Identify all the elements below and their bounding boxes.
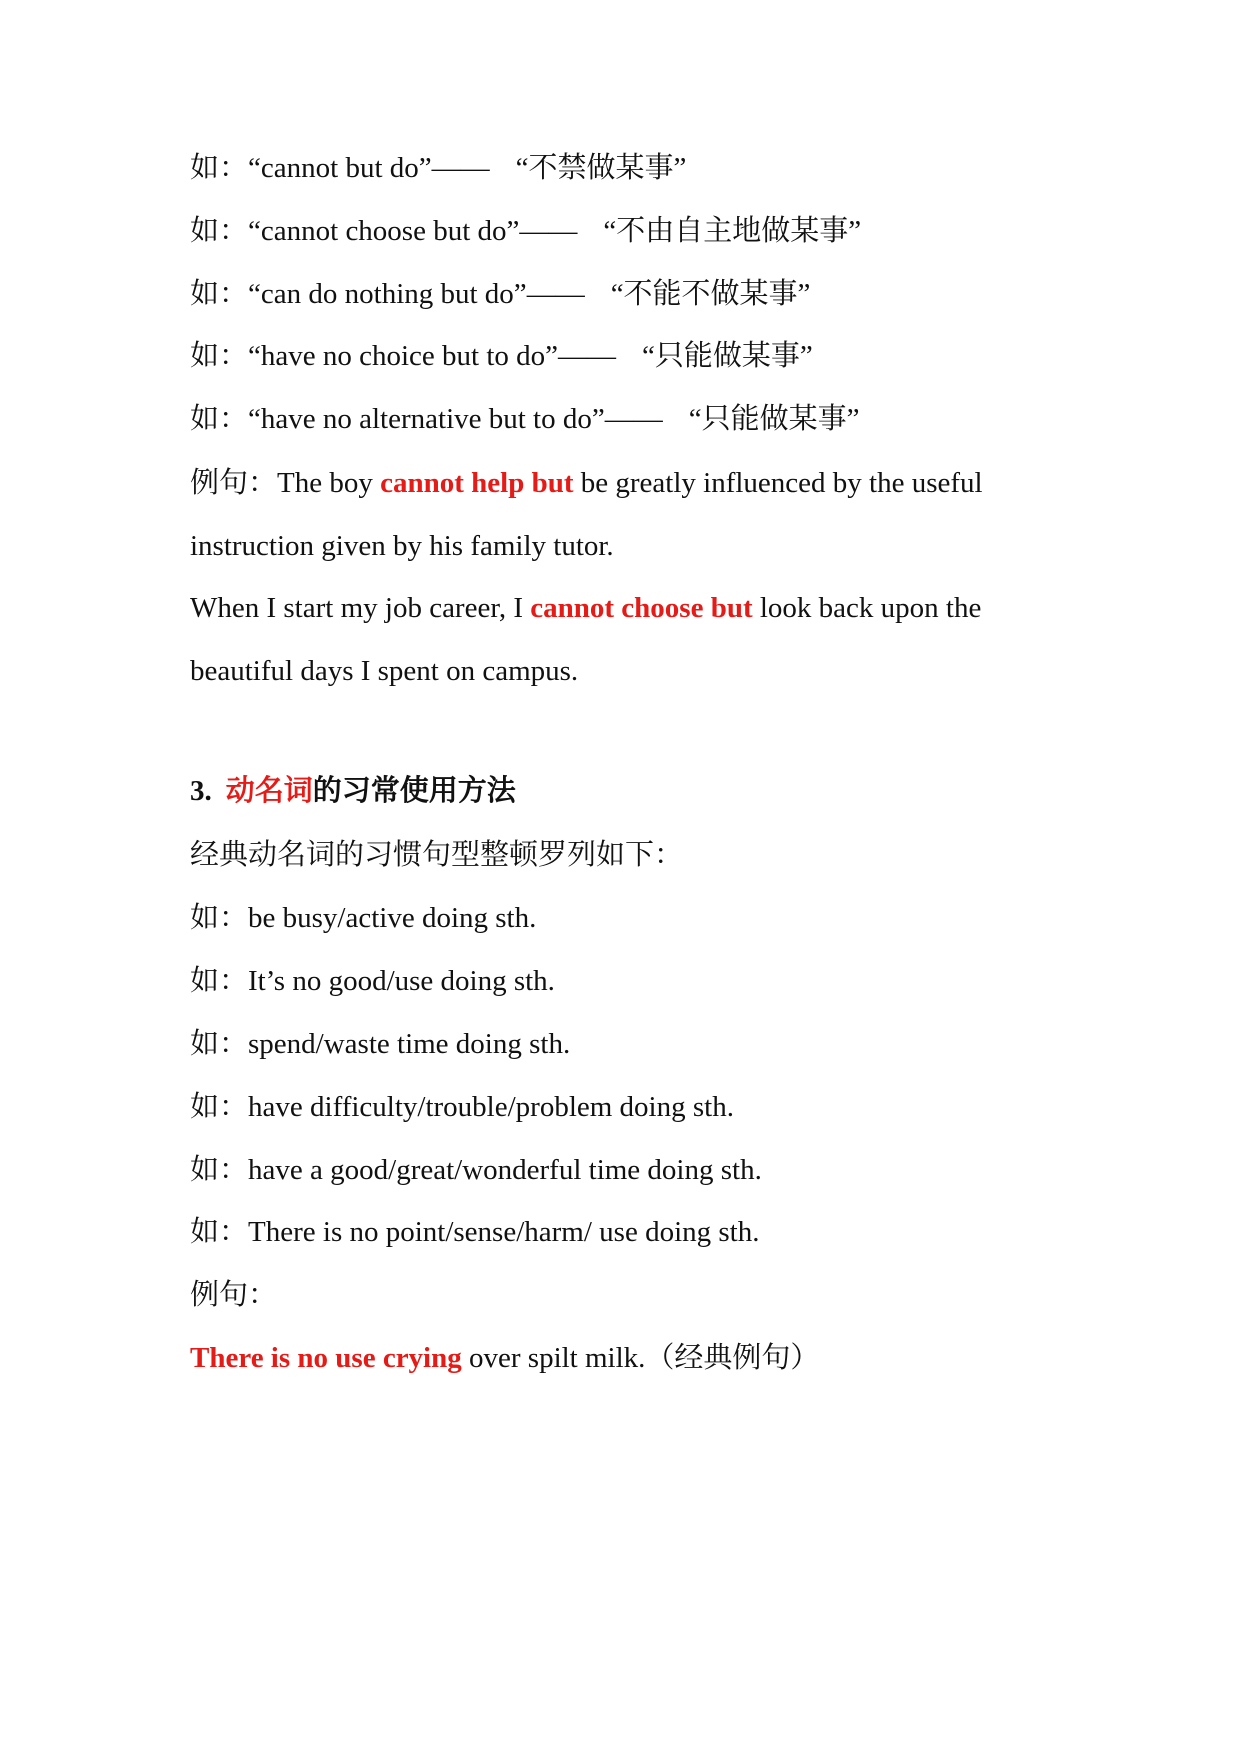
heading-text: 的习常使用方法: [312, 775, 516, 807]
example-line: [190, 590, 1070, 626]
pattern-text: be busy/active doing sth.: [248, 902, 537, 934]
line-prefix: 如：: [190, 403, 249, 435]
example-note: （经典例句）: [645, 1342, 820, 1374]
phrase: “can do nothing but do”: [248, 278, 527, 310]
pattern-line: [190, 401, 1070, 437]
dash: ——: [604, 403, 663, 435]
gerund-pattern-line: [190, 1152, 1070, 1188]
intro-text: 经典动名词的习惯句型整顿罗列如下：: [190, 839, 684, 871]
phrase: “cannot choose but do”: [248, 215, 520, 247]
line-prefix: 如：: [190, 278, 249, 310]
meaning: “只能做某事”: [642, 340, 813, 372]
line-prefix: 如：: [190, 1091, 249, 1123]
section-heading: [190, 773, 1070, 809]
pattern-text: There is no point/sense/harm/ use doing sth.: [248, 1216, 760, 1248]
example-text: The boy: [277, 467, 381, 499]
dash: ——: [526, 278, 585, 310]
phrase: “cannot but do”: [248, 152, 432, 184]
meaning: “不能不做某事”: [610, 278, 811, 310]
pattern-line: [190, 338, 1070, 374]
gerund-pattern-line: [190, 1089, 1070, 1125]
example-label: 例句：: [190, 467, 278, 499]
line-prefix: 如：: [190, 1216, 249, 1248]
example-line: [190, 465, 1070, 501]
example-text: be greatly influenced by the useful: [573, 467, 983, 499]
example-text: beautiful days I spent on campus.: [190, 655, 579, 687]
section-intro: [190, 837, 1070, 873]
gerund-pattern-line: [190, 963, 1070, 999]
line-prefix: 如：: [190, 152, 249, 184]
pattern-text: have difficulty/trouble/problem doing sth.: [248, 1091, 734, 1123]
highlighted-phrase: cannot help but: [380, 467, 574, 499]
line-prefix: 如：: [190, 1028, 249, 1060]
pattern-text: It’s no good/use doing sth.: [248, 965, 555, 997]
pattern-line: [190, 276, 1070, 312]
line-prefix: 如：: [190, 965, 249, 997]
example-text: When I start my job career, I: [190, 592, 531, 624]
example-label: 例句：: [190, 1279, 278, 1311]
gerund-pattern-line: [190, 900, 1070, 936]
example-label-line: [190, 1277, 1070, 1313]
example-text: instruction given by his family tutor.: [190, 530, 614, 562]
highlighted-phrase: cannot choose but: [530, 592, 753, 624]
example-text: over spilt milk.: [461, 1342, 646, 1374]
phrase: “have no alternative but to do”: [248, 403, 605, 435]
highlighted-phrase: There is no use crying: [190, 1342, 462, 1374]
section-number: 3.: [190, 775, 212, 807]
pattern-text: have a good/great/wonderful time doing sth.: [248, 1154, 762, 1186]
line-prefix: 如：: [190, 902, 249, 934]
example-line: [190, 1340, 1070, 1376]
pattern-line: [190, 150, 1070, 186]
gerund-pattern-line: [190, 1026, 1070, 1062]
line-prefix: 如：: [190, 1154, 249, 1186]
meaning: “不禁做某事”: [515, 152, 687, 184]
meaning: “只能做某事”: [688, 403, 860, 435]
pattern-text: spend/waste time doing sth.: [248, 1028, 571, 1060]
gerund-pattern-line: [190, 1214, 1070, 1250]
meaning: “不由自主地做某事”: [603, 215, 862, 247]
pattern-line: [190, 213, 1070, 249]
dash: ——: [431, 152, 490, 184]
example-line-continued: [190, 653, 1070, 689]
example-text: look back upon the: [752, 592, 982, 624]
heading-highlight: 动名词: [225, 775, 313, 807]
example-line-continued: [190, 528, 1070, 564]
line-prefix: 如：: [190, 340, 249, 372]
line-prefix: 如：: [190, 215, 249, 247]
dash: ——: [519, 215, 578, 247]
dash: ——: [558, 340, 617, 372]
phrase: “have no choice but to do”: [248, 340, 559, 372]
